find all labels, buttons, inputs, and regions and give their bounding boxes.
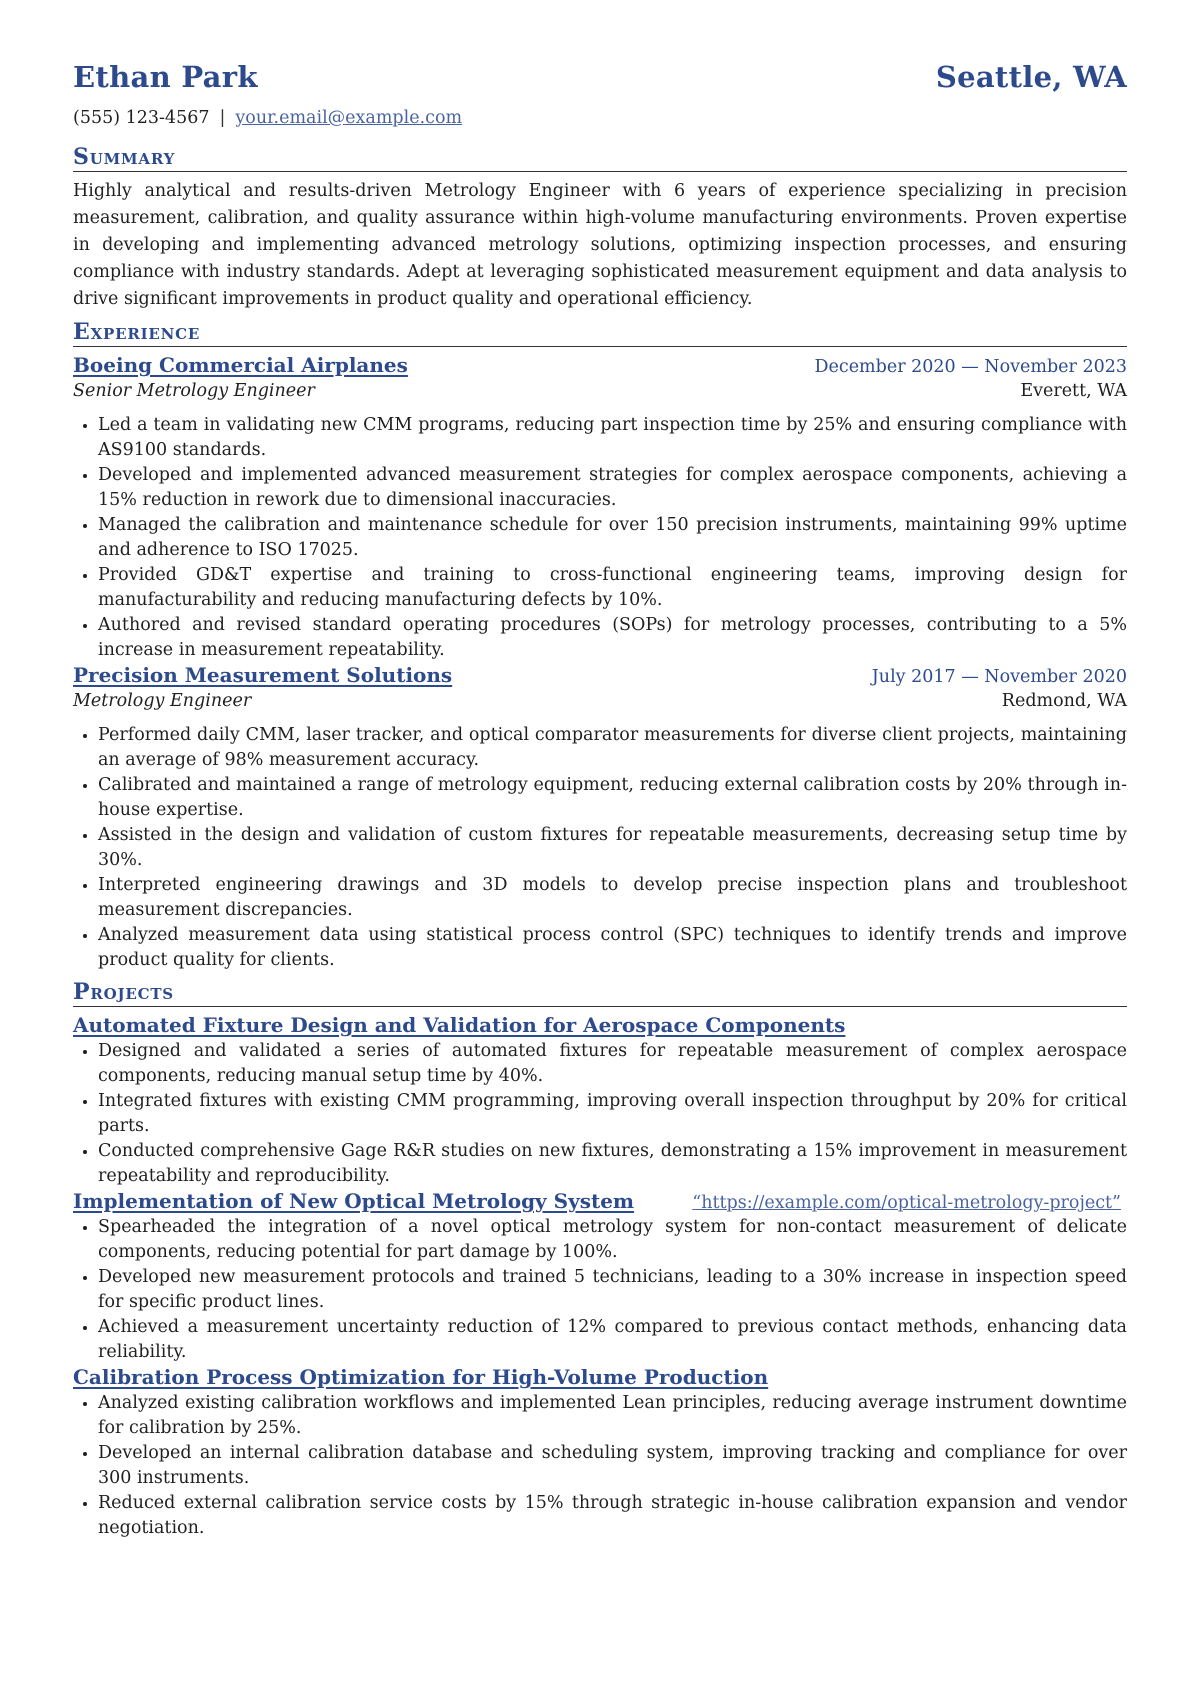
experience-heading: Experience [73,319,1127,347]
list-item: • Conducted comprehensive Gage R&R studies on new fixtures, demonstrating a 15% improvement in measurement repeatability and reproducibility. [98,1139,1127,1189]
summary-text: Highly analytical and results-driven Metrology Engineer with 6 years of experience specializing in precision measurement, calibration, and quality assurance within high-volume manufacturing environments. Proven expertise in developing and implementing advanced metrology solutions, optimizing inspection processes, and ensuring compliance with industry standards. Adept at leveraging sophisticated measurement equipment and data analysis to drive significant improvements in product quality and operational efficiency. [73,181,1127,309]
projects-heading: Projects [73,979,1127,1007]
phone-number: (555) 123-4567 [73,108,210,128]
list-item: • Developed an internal calibration database and scheduling system, improving tracking and compliance for over 300 instruments. [98,1441,1127,1491]
list-item: • Interpreted engineering drawings and 3D models to develop precise inspection plans and troubleshoot measurement discrepancies. [98,873,1127,923]
job-dates: July 2017 — November 2020 [871,667,1127,687]
job-entry [73,663,1127,973]
company-name: Precision Measurement Solutions [73,663,453,687]
list-item: • Spearheaded the integration of a novel optical metrology system for non-contact measurement of delicate components, reducing potential for part damage by 100%. [98,1215,1127,1265]
job-entry [73,353,1127,663]
candidate-name: Ethan Park [73,60,258,94]
experience-section [73,319,1127,973]
list-item: • Authored and revised standard operating procedures (SOPs) for metrology processes, contributing to a 5% increase in measurement repeatability. [98,613,1127,663]
list-item: • Led a team in validating new CMM programs, reducing part inspection time by 25% and ensuring compliance with AS9100 standards. [98,413,1127,463]
email-link[interactable]: your.email@example.com [235,108,463,128]
list-item: • Analyzed existing calibration workflows and implemented Lean principles, reducing average instrument downtime for calibration by 25%. [98,1391,1127,1441]
list-item: • Assisted in the design and validation of custom fixtures for repeatable measurements, decreasing setup time by 30%. [98,823,1127,873]
list-item: • Calibrated and maintained a range of metrology equipment, reducing external calibration costs by 20% through in-house expertise. [98,773,1127,823]
project-entry [73,1365,1127,1541]
projects-section [73,979,1127,1541]
summary-heading: Summary [73,144,1127,172]
resume-header [73,60,1127,104]
list-item: • Developed and implemented advanced measurement strategies for complex aerospace components, achieving a 15% reduction in rework due to dimensional inaccuracies. [98,463,1127,513]
list-item: • Developed new measurement protocols and trained 5 technicians, leading to a 30% increase in inspection speed for specific product lines. [98,1265,1127,1315]
project-entry [73,1189,1127,1365]
project-entry [73,1013,1127,1189]
job-role: Metrology Engineer [73,691,252,711]
list-item: • Integrated fixtures with existing CMM programming, improving overall inspection throughput by 20% for critical parts. [98,1089,1127,1139]
project-bullets [73,1215,1127,1365]
project-title: Calibration Process Optimization for High-Volume Production [73,1365,769,1389]
job-bullets [73,413,1127,663]
list-item: • Analyzed measurement data using statistical process control (SPC) techniques to identify trends and improve product quality for clients. [98,923,1127,973]
contact-line [73,108,1127,132]
resume-page [73,60,1127,1541]
project-link[interactable]: “https://example.com/optical-metrology-project” [692,1193,1121,1213]
job-role: Senior Metrology Engineer [73,381,315,401]
list-item: • Performed daily CMM, laser tracker, and optical comparator measurements for diverse client projects, maintaining an average of 98% measurement accuracy. [98,723,1127,773]
summary-section [73,144,1127,313]
list-item: • Achieved a measurement uncertainty reduction of 12% compared to previous contact methods, enhancing data reliability. [98,1315,1127,1365]
job-bullets [73,723,1127,973]
project-title: Implementation of New Optical Metrology System [73,1189,635,1213]
company-name: Boeing Commercial Airplanes [73,353,408,377]
project-bullets [73,1391,1127,1541]
job-dates: December 2020 — November 2023 [814,357,1127,377]
job-location: Redmond, WA [1001,691,1127,711]
candidate-location: Seattle, WA [935,60,1127,94]
project-title: Automated Fixture Design and Validation for Aerospace Components [73,1013,846,1037]
list-item: • Designed and validated a series of automated fixtures for repeatable measurement of complex aerospace components, reducing manual setup time by 40%. [98,1039,1127,1089]
job-location: Everett, WA [1020,381,1127,401]
contact-separator: | [219,108,226,128]
list-item: • Managed the calibration and maintenance schedule for over 150 precision instruments, maintaining 99% uptime and adherence to ISO 17025. [98,513,1127,563]
list-item: • Provided GD&T expertise and training to cross-functional engineering teams, improving design for manufacturability and reducing manufacturing defects by 10%. [98,563,1127,613]
project-bullets [73,1039,1127,1189]
list-item: • Reduced external calibration service costs by 15% through strategic in-house calibration expansion and vendor negotiation. [98,1491,1127,1541]
